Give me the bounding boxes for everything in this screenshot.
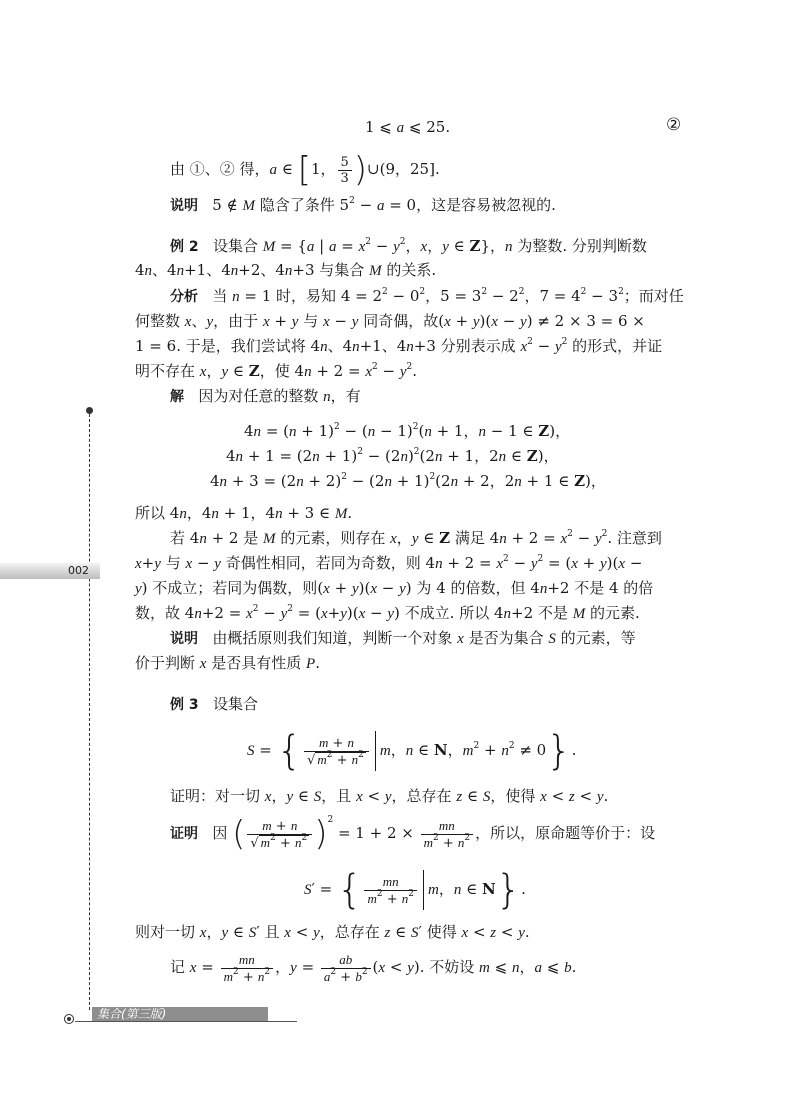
reduced-claim: 则对一切 x，y ∈ S′ 且 x < y，总存在 z ∈ S′ 使得 x < z < y. — [135, 923, 530, 941]
proof-paragraph-line-4: 数，故 $4n+2 = x^2 - y^2 = (x+y)(x - y)$ 不成立. 所以 4n+2 不是 M 的元素. — [135, 604, 640, 622]
solution-conclusion: 所以 4n，4n + 1，4n + 3 ∈ M. — [135, 504, 353, 522]
union-result-line: 由 ①、② 得，a ∈ [1， $\frac{5}{3}$ )∪(9，25]. — [170, 150, 440, 190]
claim-statement: 证明：对一切 x，y ∈ S，且 x < y，总存在 z ∈ S，使得 x < z < y. — [170, 787, 609, 805]
note-2-line-2: 价于判断 x 是否具有性质 P. — [135, 654, 320, 672]
equation-1-le-a-le-25: 1 ⩽ a ⩽ 25. — [365, 118, 451, 136]
analysis-line-3: 1 = 6. 于是，我们尝试将 4n、4n+1、4n+3 分别表示成 $x^2 - y^2$ 的形式，并证 — [135, 337, 663, 355]
notation-line: 记 x = $\frac{mn}{m^2 + n^2}$ ，y = $\frac{ab}{a^2 + b^2}$ (x < y). 不妨设 m ⩽ n，a ⩽ b. — [170, 951, 577, 985]
proof-paragraph-line-1: 若 4n + 2 是 M 的元素，则存在 x，y ∈ Z 满足 $4n + 2 = x^2 - y^2$. 注意到 — [170, 529, 662, 547]
proof-reformulation: 证明 因 ( $\frac{m + n}{√ m^2 + n^2}$ )$^2$ = 1 + 2 × $\frac{mn}{m^2 + n^2}$ ，所以，原命题等价于：设 — [170, 814, 656, 854]
note-1: 说明 5 ∉ M 隐含了条件 $5^2 - a = 0$，这是容易被忽视的. — [170, 196, 556, 214]
identity-4n-plus-1: $4n + 1 = (2n + 1)^2 - (2n)^2(2n + 1$，2n ∈ Z)， — [226, 447, 559, 465]
set-S-definition: S = { $\frac{m + n}{√ m^2 + n^2}$ m，n ∈ N，$m^2 + n^2 \ne 0$}. — [247, 728, 577, 774]
footer-rule — [75, 1021, 297, 1022]
equation-number-2: ② — [666, 115, 682, 135]
page-number: 002 — [68, 564, 89, 577]
analysis-line-1: 分析 当 n = 1 时，易知 $4 = 2^2 - 0^2$，$5 = 3^2 - 2^2$，$7 = 4^2 - 3^2$；而对任 — [170, 287, 684, 305]
analysis-line-4: 明不存在 x，y ∈ Z，使 $4n + 2 = x^2 - y^2$. — [135, 362, 418, 380]
solution-intro: 解 因为对任意的整数 n，有 — [170, 387, 361, 405]
proof-paragraph-line-2: x+y 与 x − y 奇偶性相同，若同为奇数，则 $4n + 2 = x^2 - y^2 = (x + y)(x$ − — [135, 554, 643, 572]
analysis-line-2: 何整数 x、y，由于 x + y 与 x − y 同奇偶，故(x + y)(x − y) ≠ 2 × 3 = 6 × — [135, 312, 645, 330]
proof-paragraph-line-3: y) 不成立；若同为偶数，则(x + y)(x − y) 为 4 的倍数，但 4n+2 不是 4 的倍 — [135, 579, 654, 597]
gutter-dot — [86, 407, 93, 414]
gutter-dashed-line — [89, 414, 90, 1010]
example-2-line-2: 4n、4n+1、4n+2、4n+3 与集合 M 的关系. — [135, 261, 437, 279]
set-S-prime-definition: S′ = { $\frac{mn}{m^2 + n^2}$ m，n ∈ N}. — [304, 867, 526, 913]
identity-4n: $4n = (n + 1)^2 - (n - 1)^2(n + 1$，n − 1 ∈ Z)， — [244, 422, 571, 440]
footer-book-title: 集合(第三版) — [97, 1007, 167, 1021]
footer-circle-icon — [64, 1014, 74, 1024]
note-2-line-1: 说明 由概括原则我们知道，判断一个对象 x 是否为集合 S 的元素，等 — [170, 629, 636, 647]
example-2-line-1: 例 2 设集合 M = {a | $a = x^2 - y^2$，x，y ∈ Z}，n 为整数. 分别判断数 — [170, 237, 647, 255]
identity-4n-plus-3: $4n + 3 = (2n + 2)^2 - (2n + 1)^2(2n + 2$，2n + 1 ∈ Z)， — [210, 472, 606, 490]
example-3-intro: 例 3 设集合 — [170, 695, 258, 713]
